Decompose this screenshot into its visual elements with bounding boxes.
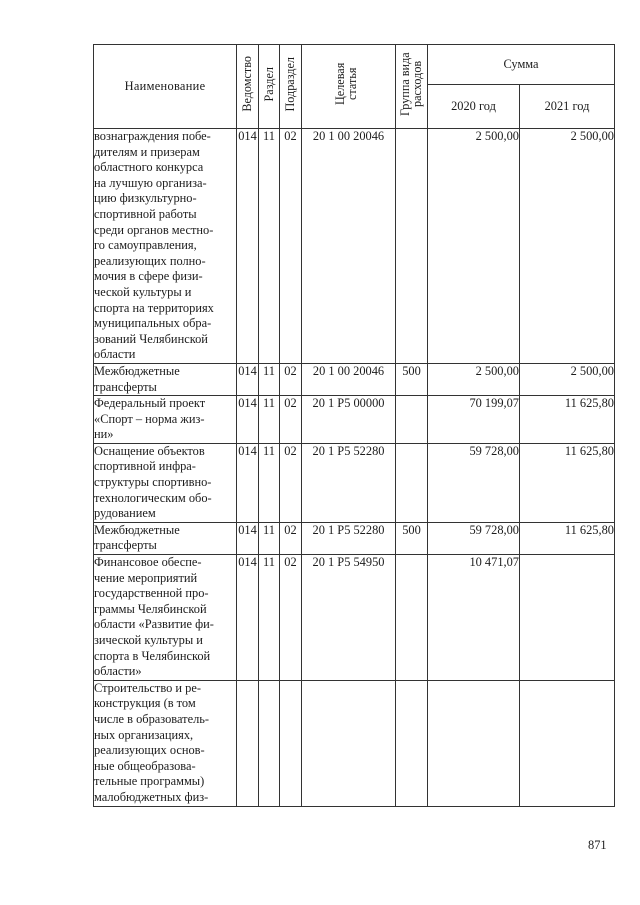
header-sum: Сумма <box>428 45 615 85</box>
row-section: 11 <box>259 522 280 554</box>
row-sum-2020 <box>428 680 520 806</box>
row-name-line: среди органов местно- <box>94 222 214 237</box>
row-name-line: зической культуры и <box>94 633 203 647</box>
row-name-line: ческой культуры и <box>94 284 192 299</box>
row-subsection: 02 <box>280 555 302 681</box>
row-section: 11 <box>259 129 280 364</box>
row-department: 014 <box>237 443 259 522</box>
row-name-line: на лучшую организа- <box>94 175 207 190</box>
row-department: 014 <box>237 363 259 395</box>
row-name-line: области <box>94 347 136 362</box>
budget-table <box>93 44 615 807</box>
row-name <box>94 129 237 364</box>
page-number: 871 <box>588 838 607 852</box>
row-sum-2020: 70 199,07 <box>428 396 520 444</box>
header-expense-group: Группа вида расходов <box>396 45 428 129</box>
row-section: 11 <box>259 443 280 522</box>
row-expense-group <box>396 443 428 522</box>
row-name-line: муниципальных обра- <box>94 316 212 331</box>
table-row <box>94 555 615 681</box>
row-name-line: Финансовое обеспе- <box>94 555 202 570</box>
header-name: Наименование <box>94 45 237 129</box>
row-department <box>237 680 259 806</box>
header-subsection: Подраздел <box>280 45 302 129</box>
row-name-line: Межбюджетные <box>94 363 180 378</box>
row-department: 014 <box>237 522 259 554</box>
table-row <box>94 443 615 522</box>
row-name-line: рудованием <box>94 506 156 521</box>
row-subsection: 02 <box>280 396 302 444</box>
row-sum-2021: 11 625,80 <box>520 396 615 444</box>
row-name-line: ни» <box>94 427 114 442</box>
row-name-line: чение мероприятий <box>94 570 198 585</box>
row-name-line: конструкция (в том <box>94 696 196 711</box>
row-name-line: ных организациях, <box>94 727 194 742</box>
row-name-line: Межбюджетные <box>94 522 180 537</box>
row-sum-2021 <box>520 555 615 681</box>
row-section: 11 <box>259 363 280 395</box>
row-subsection: 02 <box>280 363 302 395</box>
row-sum-2020: 2 500,00 <box>428 129 520 364</box>
row-name <box>94 363 237 395</box>
row-name-line: Строительство и ре- <box>94 680 201 695</box>
row-name-line: реализующих основ- <box>94 743 205 758</box>
row-sum-2021: 2 500,00 <box>520 363 615 395</box>
table-body <box>94 129 615 807</box>
row-sum-2021: 2 500,00 <box>520 129 615 364</box>
row-target-article <box>302 680 396 806</box>
row-name-line: структуры спортивно- <box>94 475 212 490</box>
row-department: 014 <box>237 555 259 681</box>
row-expense-group <box>396 396 428 444</box>
row-sum-2021: 11 625,80 <box>520 443 615 522</box>
table-row <box>94 363 615 395</box>
row-name-line: спортивной инфра- <box>94 459 196 474</box>
row-name-line: областного конкурса <box>94 160 204 175</box>
row-expense-group <box>396 680 428 806</box>
row-target-article: 20 1 00 20046 <box>302 363 396 395</box>
row-name-line: спортивной работы <box>94 206 197 221</box>
row-name <box>94 396 237 444</box>
row-sum-2021 <box>520 680 615 806</box>
header-year-2021: 2021 год <box>520 85 615 129</box>
header-year-2020: 2020 год <box>428 85 520 129</box>
row-name <box>94 680 237 806</box>
row-name <box>94 555 237 681</box>
row-name-line: «Спорт – норма жиз- <box>94 411 205 426</box>
row-name-line: го самоуправления, <box>94 238 197 253</box>
table-row <box>94 680 615 806</box>
row-sum-2020: 10 471,07 <box>428 555 520 681</box>
row-name-line: Федеральный проект <box>94 396 206 411</box>
table-row <box>94 396 615 444</box>
row-target-article: 20 1 P5 00000 <box>302 396 396 444</box>
row-expense-group: 500 <box>396 522 428 554</box>
row-section <box>259 680 280 806</box>
row-sum-2021: 11 625,80 <box>520 522 615 554</box>
row-subsection: 02 <box>280 129 302 364</box>
row-name-line: области «Развитие фи- <box>94 617 214 632</box>
row-name-line: спорта на территориях <box>94 300 214 315</box>
row-name-line: спорта в Челябинской <box>94 648 211 663</box>
row-department: 014 <box>237 129 259 364</box>
row-expense-group <box>396 129 428 364</box>
row-name-line: трансферты <box>94 379 157 394</box>
row-section: 11 <box>259 396 280 444</box>
row-name-line: технологическим обо- <box>94 490 212 505</box>
row-name-line: Оснащение объектов <box>94 443 205 458</box>
row-target-article: 20 1 P5 54950 <box>302 555 396 681</box>
header-section: Раздел <box>259 45 280 129</box>
row-name <box>94 443 237 522</box>
row-department: 014 <box>237 396 259 444</box>
row-name-line: реализующих полно- <box>94 253 206 268</box>
row-name <box>94 522 237 554</box>
row-name-line: мочия в сфере физи- <box>94 269 203 284</box>
row-name-line: числе в образователь- <box>94 711 210 726</box>
row-sum-2020: 59 728,00 <box>428 443 520 522</box>
row-name-line: ные общеобразова- <box>94 758 196 773</box>
row-name-line: цию физкультурно- <box>94 191 197 206</box>
row-expense-group <box>396 555 428 681</box>
row-sum-2020: 2 500,00 <box>428 363 520 395</box>
row-subsection: 02 <box>280 522 302 554</box>
table-row <box>94 522 615 554</box>
row-name-line: трансферты <box>94 538 157 553</box>
row-section: 11 <box>259 555 280 681</box>
row-name-line: государственной про- <box>94 586 209 601</box>
header-target-article: Целевая статья <box>302 45 396 129</box>
header-department: Ведомство <box>237 45 259 129</box>
row-name-line: области» <box>94 664 142 679</box>
row-name-line: вознаграждения побе- <box>94 129 211 143</box>
row-expense-group: 500 <box>396 363 428 395</box>
row-sum-2020: 59 728,00 <box>428 522 520 554</box>
row-target-article: 20 1 P5 52280 <box>302 443 396 522</box>
row-name-line: дителям и призерам <box>94 144 200 159</box>
row-name-line: граммы Челябинской <box>94 601 207 616</box>
row-target-article: 20 1 P5 52280 <box>302 522 396 554</box>
row-name-line: тельные программы) <box>94 774 205 789</box>
header-row-1 <box>94 45 615 85</box>
row-name-line: малобюджетных физ- <box>94 789 209 804</box>
table-row <box>94 129 615 364</box>
row-subsection <box>280 680 302 806</box>
row-subsection: 02 <box>280 443 302 522</box>
row-target-article: 20 1 00 20046 <box>302 129 396 364</box>
row-name-line: зований Челябинской <box>94 331 208 346</box>
